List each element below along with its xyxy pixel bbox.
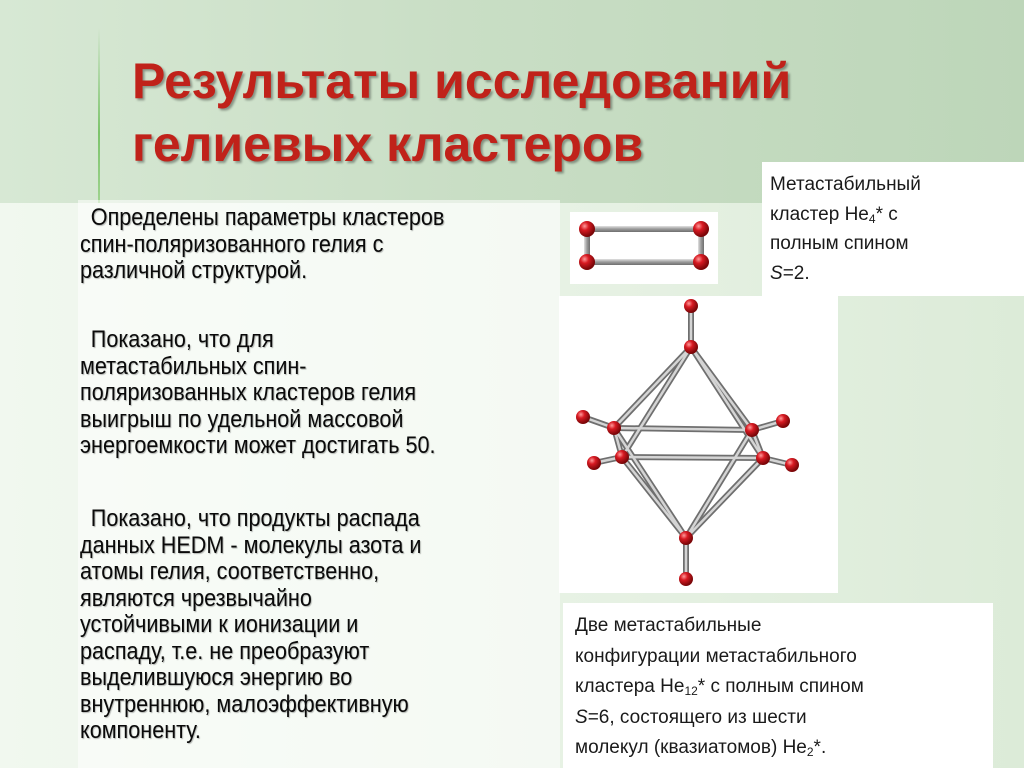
caption-line: Метастабильный — [770, 174, 921, 195]
he4-cluster-image — [570, 212, 718, 284]
atom — [607, 421, 621, 435]
paragraph-line: спин-поляризованного гелия с — [80, 230, 384, 258]
paragraph-line: компоненту. — [80, 717, 201, 744]
atom — [776, 414, 790, 428]
paragraph-line: поляризованных кластеров гелия — [80, 379, 417, 406]
he4-cluster-svg — [570, 212, 718, 284]
paragraph-line: внутреннюю, малоэффективную — [80, 690, 409, 718]
atom — [756, 451, 770, 465]
atom — [684, 299, 698, 313]
paragraph-3 — [80, 506, 557, 745]
paragraph-2 — [80, 327, 557, 460]
atom — [745, 423, 759, 437]
caption-text: * с полным спином — [697, 676, 864, 697]
atom — [587, 456, 601, 470]
atom — [679, 531, 693, 545]
caption-line — [770, 259, 1024, 289]
subscript: 12 — [684, 684, 698, 698]
paragraph-line: энергоемкости может достигать 50. — [80, 432, 436, 459]
paragraph-line: являются чрезвычайно — [80, 584, 312, 612]
atom — [785, 458, 799, 472]
caption-line: Две метастабильные — [575, 615, 762, 636]
caption-text: кластер He — [770, 203, 869, 225]
subscript: 4 — [868, 211, 876, 226]
atom — [615, 450, 629, 464]
caption-line — [575, 672, 993, 703]
paragraph-line: Показано, что для — [90, 326, 274, 353]
subscript: 2 — [806, 745, 814, 759]
caption-text: =6, состоящего из шести — [587, 706, 807, 728]
paragraph-line: различной структурой. — [80, 257, 308, 284]
atom — [693, 254, 709, 270]
caption-text: *. — [813, 737, 827, 758]
caption-line: полным спином — [770, 233, 909, 254]
atom — [579, 254, 595, 270]
paragraph-line: метастабильных спин- — [80, 352, 307, 380]
atom — [679, 572, 693, 586]
caption-text: * с — [875, 203, 898, 225]
paragraph-line: распаду, т.е. не преобразуют — [80, 637, 370, 665]
paragraph-line: данных HEDM - молекулы азота и — [80, 531, 422, 559]
slide-title — [132, 50, 792, 176]
atom — [693, 221, 709, 237]
caption-text: =2. — [782, 262, 810, 284]
caption-line — [575, 733, 993, 764]
atom — [684, 340, 698, 354]
paragraph-1 — [80, 205, 557, 285]
he4-caption — [762, 162, 1024, 296]
paragraph-line: выигрыш по удельной массовой — [80, 405, 404, 433]
atom — [579, 221, 595, 237]
title-line-2: гелиевых кластеров — [132, 116, 644, 172]
bond — [587, 259, 701, 265]
caption-text: кластера He — [575, 676, 685, 697]
paragraph-line: Определены параметры кластеров — [90, 204, 445, 231]
he12-cluster-svg — [559, 296, 838, 593]
paragraph-line: атомы гелия, соответственно, — [80, 558, 380, 585]
he12-cluster-image — [559, 296, 838, 593]
he12-caption — [563, 603, 993, 768]
atom — [576, 410, 590, 424]
bond — [587, 226, 701, 232]
atoms — [576, 299, 799, 586]
spin-variable: S — [575, 706, 588, 728]
decorative-line — [98, 28, 100, 203]
caption-text: молекул (квазиатомов) He — [575, 737, 807, 758]
paragraph-line: устойчивыми к ионизации и — [80, 611, 359, 638]
title-line-1: Результаты исследований — [132, 53, 792, 109]
caption-line — [575, 703, 993, 734]
caption-line: конфигурации метастабильного — [575, 645, 857, 667]
spin-variable: S — [770, 262, 783, 284]
paragraph-line: Показано, что продукты распада — [90, 505, 420, 532]
caption-line — [770, 200, 1024, 230]
paragraph-line: выделившуюся энергию во — [80, 664, 353, 691]
